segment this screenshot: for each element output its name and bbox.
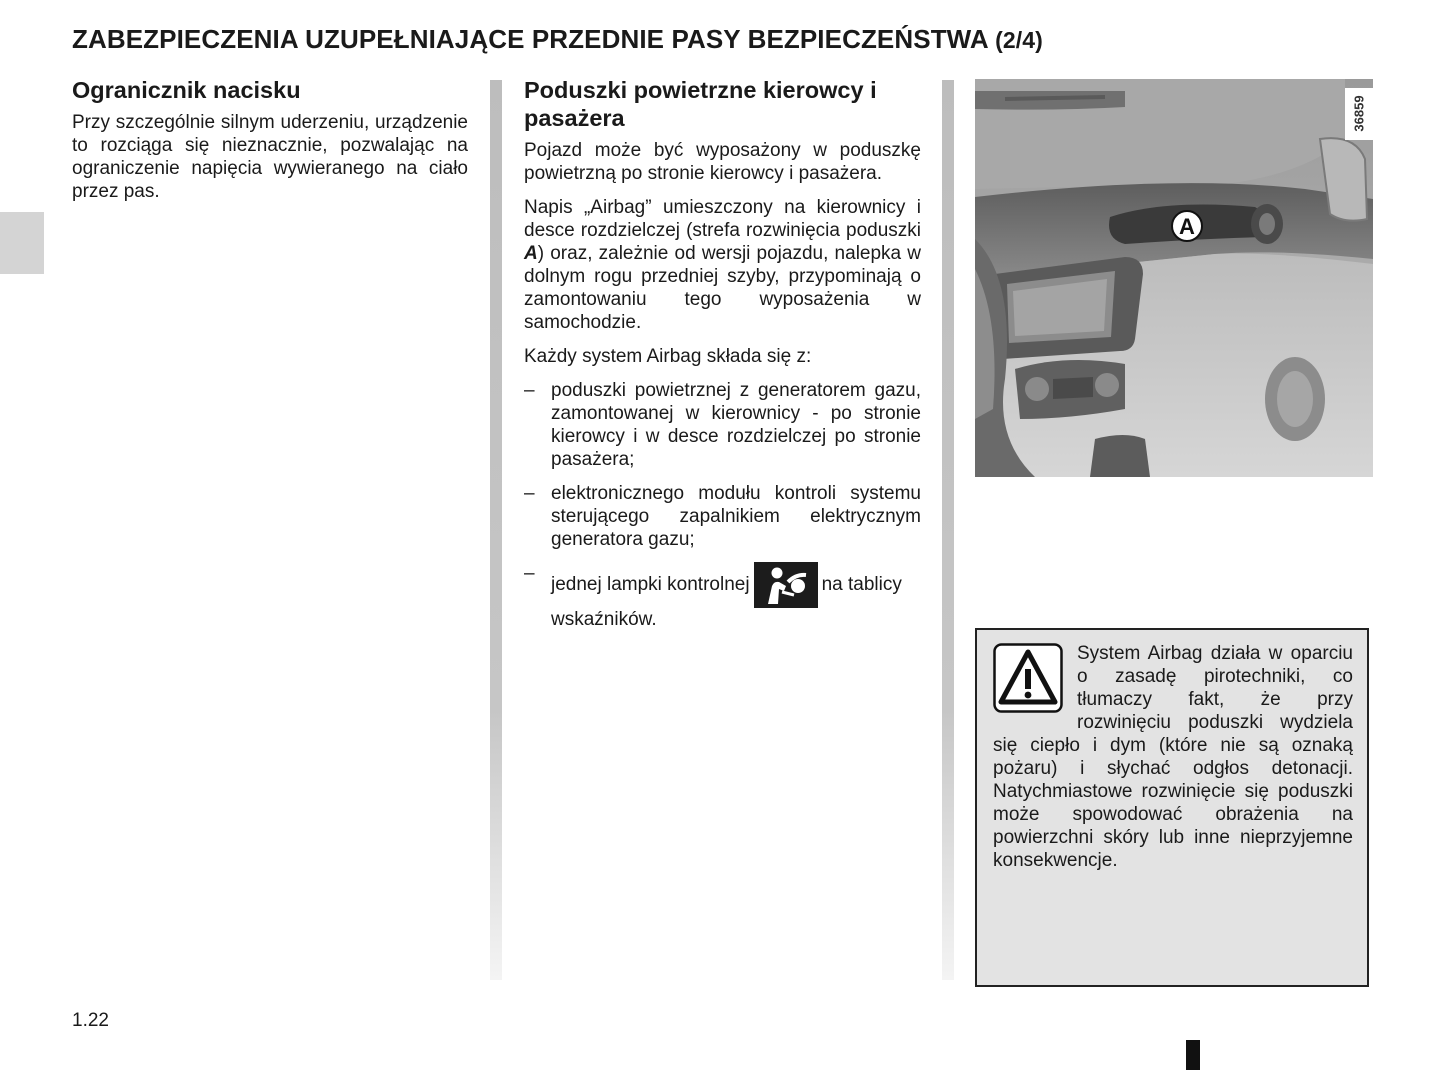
figure-reference-a: A — [524, 243, 538, 264]
page-title — [72, 24, 1043, 55]
list-item-text: poduszki powietrznej z generatorem gazu, zamontowanej w kierownicy - po stronie kierowcy i w desce rozdzielczej po stronie pasażera; — [551, 380, 921, 470]
list-dash: – — [524, 563, 535, 584]
list-dash: – — [524, 380, 535, 401]
airbag-warning-icon — [754, 562, 818, 608]
warning-text: System Airbag działa w oparciu o zasadę pirotechniki, co tłumaczy fakt, że przy rozwinięciu poduszki wydziela się ciepło i dym (które nie są oznaką pożaru) i słychać odgłos detonacji. Natychmiastowe rozwinięcie się poduszki może spowodować obrażenia na powierzchni skóry lub inne nieprzyjemne konsekwencje. — [993, 643, 1353, 871]
list-item — [524, 562, 921, 631]
list-item-text: elektronicznego modułu kontroli systemu sterującego zapalnikiem elektrycznym generatora gazu; — [551, 483, 921, 550]
airbag-paragraph-3: Każdy system Airbag składa się z: — [524, 346, 812, 367]
belt-limiter-text: Przy szczególnie silnym uderzeniu, urządzenie to rozciąga się nieznacznie, pozwalając na ograniczenie napięcia wywieranego na ciało przez pas. — [72, 112, 468, 202]
column-divider — [942, 80, 954, 980]
list-item — [524, 482, 921, 551]
airbag-paragraph-2-start: Napis „Airbag” umieszczony na kierownicy i desce rozdzielczej (strefa rozwinięcia poduszki — [524, 197, 921, 241]
dashboard-airbag-photo — [975, 79, 1373, 477]
column-left — [72, 76, 468, 214]
section-heading-belt-limiter: Ogranicznik nacisku — [72, 77, 301, 103]
list-dash: – — [524, 483, 535, 504]
section-end-marker — [1186, 1040, 1200, 1070]
airbag-components-list — [524, 379, 921, 631]
list-item — [524, 379, 921, 471]
figure-reference-number-text: 36859 — [1351, 95, 1367, 132]
warning-box — [975, 628, 1369, 987]
figure-reference-number — [1345, 88, 1373, 140]
page-number: 1.22 — [72, 1010, 109, 1031]
list-item-text-end: na tablicy wskaźników. — [551, 574, 902, 630]
column-middle — [524, 76, 921, 642]
warning-triangle-icon — [993, 643, 1063, 713]
page-title-text: ZABEZPIECZENIA UZUPEŁNIAJĄCE PRZEDNIE PASY BEZPIECZEŃSTWA — [72, 24, 988, 54]
callout-a-label: A — [1179, 214, 1195, 239]
page-title-part: (2/4) — [995, 27, 1043, 53]
list-item-text-start: jednej lampki kontrolnej — [551, 574, 750, 595]
airbag-paragraph-1: Pojazd może być wyposażony w poduszkę powietrzną po stronie kierowcy i pasażera. — [524, 140, 921, 184]
chapter-tab-marker — [0, 212, 44, 274]
airbag-paragraph-2 — [524, 196, 921, 334]
airbag-paragraph-2-end: ) oraz, zależnie od wersji pojazdu, nalepka w dolnym rogu przedniej szyby, przypominają o zamontowaniu tego wyposażenia w samochodzie. — [524, 243, 921, 333]
section-heading-airbags: Poduszki powietrzne kierowcy i pasażera — [524, 77, 877, 131]
column-divider — [490, 80, 502, 980]
